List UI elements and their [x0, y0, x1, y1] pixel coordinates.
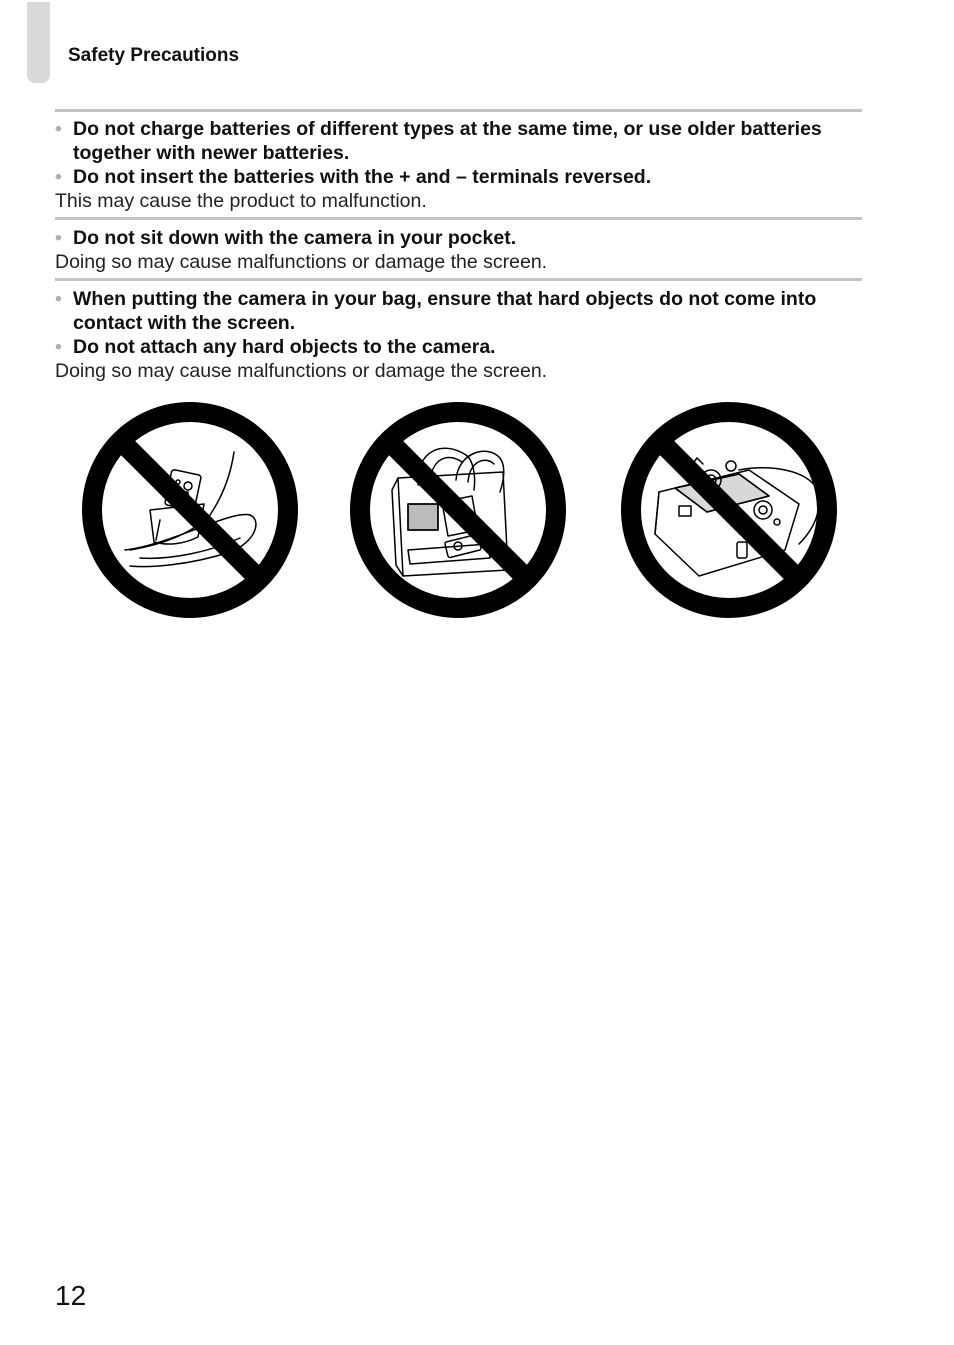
bullet-text: Do not charge batteries of different types at the same time, or use older batteries together with newer batteries.	[73, 118, 822, 164]
precaution-section-bag	[55, 278, 862, 383]
bullet-text: Do not insert the batteries with the + and – terminals reversed.	[73, 166, 652, 188]
explanation-text: Doing so may cause malfunctions or damage the screen.	[55, 251, 548, 273]
running-head: Safety Precautions	[68, 45, 240, 66]
bullet-item	[55, 335, 862, 359]
explanation-text: Doing so may cause malfunctions or damage the screen.	[55, 360, 548, 382]
bullet-item	[55, 165, 862, 189]
bullet-text: When putting the camera in your bag, ensure that hard objects do not come into contact with the screen.	[73, 288, 817, 334]
page-number: 12	[55, 1280, 87, 1311]
bullet-text: Do not sit down with the camera in your pocket.	[73, 227, 517, 249]
bullet-item	[55, 117, 862, 165]
bullet-icon: •	[55, 118, 62, 140]
precaution-section-batteries	[55, 109, 862, 213]
bullet-icon: •	[55, 336, 62, 358]
bullet-text: Do not attach any hard objects to the camera.	[73, 336, 496, 358]
prohibited-camera-in-bag-with-hard-objects-icon	[348, 400, 568, 620]
bullet-item	[55, 287, 862, 335]
chapter-tab	[27, 2, 50, 83]
explanation-text: This may cause the product to malfunction.	[55, 190, 427, 212]
prohibited-hard-objects-attached-to-camera-icon	[619, 400, 839, 620]
bullet-icon: •	[55, 227, 62, 249]
precaution-section-pocket	[55, 217, 862, 274]
bullet-icon: •	[55, 166, 62, 188]
bullet-item	[55, 226, 862, 250]
prohibited-sitting-with-camera-in-pocket-icon	[80, 400, 300, 620]
bullet-icon: •	[55, 288, 62, 310]
